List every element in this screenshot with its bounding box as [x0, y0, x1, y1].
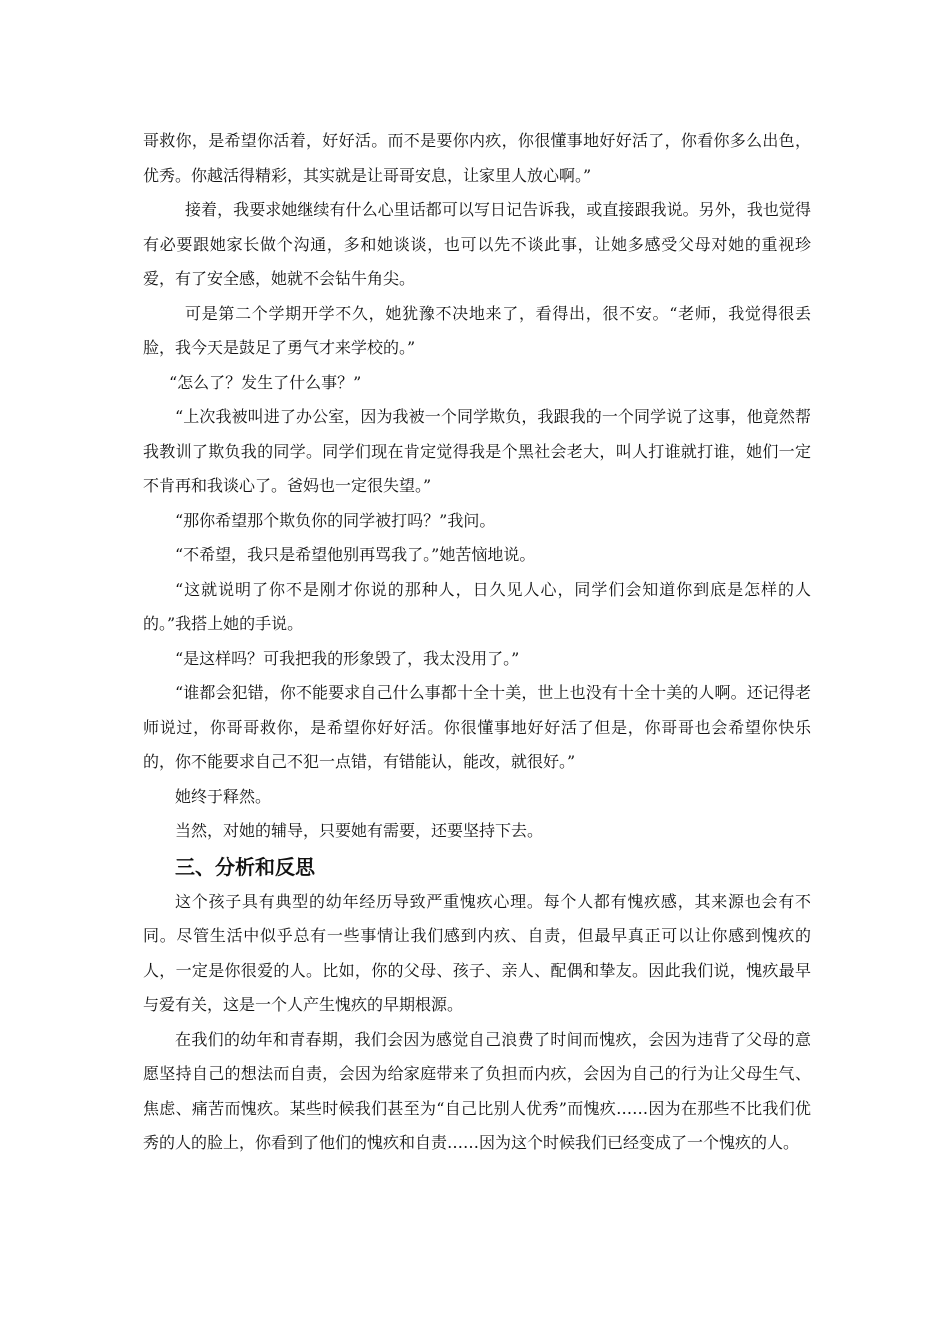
document-body — [143, 124, 811, 1161]
paragraph-7: “不希望，我只是希望他别再骂我了。”她苦恼地说。 — [175, 545, 536, 564]
paragraph-4: “怎么了？发生了什么事？” — [169, 372, 362, 392]
paragraph-5: “上次我被叫进了办公室，因为我被一个同学欺负，我跟我的一个同学说了这事，他竟然帮我教训了欺负我的同学。同学们现在肯定觉得我是个黑社会老大，叫人打谁就打谁，她们一定不肯再和我谈心了。爸妈也一定很失望。” — [143, 407, 811, 495]
paragraph-14: 在我们的幼年和青春期，我们会因为感觉自己浪费了时间而愧疚，会因为违背了父母的意愿坚持自己的想法而自责，会因为给家庭带来了负担而内疚，会因为自己的行为让父母生气、焦虑、痛苦而愧疚。某些时候我们甚至为“自己比别人优秀”而愧疚……因为在那些不比我们优秀的人的脸上，你看到了他们的愧疚和自责……因为这个时候我们已经变成了一个愧疚的人。 — [143, 1029, 811, 1152]
paragraph-13: 这个孩子具有典型的幼年经历导致严重愧疚心理。每个人都有愧疚感，其来源也会有不同。尽管生活中似乎总有一些事情让我们感到内疚、自责，但最早真正可以让你感到愧疚的人，一定是你很爱的人。比如，你的父母、孩子、亲人、配偶和挚友。因此我们说，愧疚最早与爱有关，这是一个人产生愧疚的早期根源。 — [143, 891, 811, 1014]
paragraph-6: “那你希望那个欺负你的同学被打吗？”我问。 — [175, 510, 496, 530]
paragraph-8: “这就说明了你不是刚才你说的那种人，日久见人心，同学们会知道你到底是怎样的人的。”我搭上她的手说。 — [143, 579, 811, 633]
paragraph-1: 哥救你，是希望你活着，好好活。而不是要你内疚，你很懂事地好好活了，你看你多么出色，优秀。你越活得精彩，其实就是让哥哥安息，让家里人放心啊。” — [143, 131, 811, 185]
section-heading: 三、分析和反思 — [175, 854, 315, 879]
paragraph-3: 可是第二个学期开学不久，她犹豫不决地来了，看得出，很不安。“老师，我觉得很丢脸，我今天是鼓足了勇气才来学校的。” — [143, 303, 811, 357]
paragraph-12: 当然，对她的辅导，只要她有需要，还要坚持下去。 — [175, 821, 544, 840]
paragraph-2: 接着，我要求她继续有什么心里话都可以写日记告诉我，或直接跟我说。另外，我也觉得有必要跟她家长做个沟通，多和她谈谈，也可以先不谈此事，让她多感受父母对她的重视珍爱，有了安全感，她就不会钻牛角尖。 — [143, 200, 811, 288]
paragraph-9: “是这样吗？可我把我的形象毁了，我太没用了。” — [175, 648, 520, 668]
paragraph-11: 她终于释然。 — [175, 786, 272, 806]
paragraph-10: “谁都会犯错，你不能要求自己什么事都十全十美，世上也没有十全十美的人啊。还记得老师说过，你哥哥救你，是希望你好好活。你很懂事地好好活了但是，你哥哥也会希望你快乐的，你不能要求自己不犯一点错，有错能认，能改，就很好。” — [143, 683, 811, 771]
